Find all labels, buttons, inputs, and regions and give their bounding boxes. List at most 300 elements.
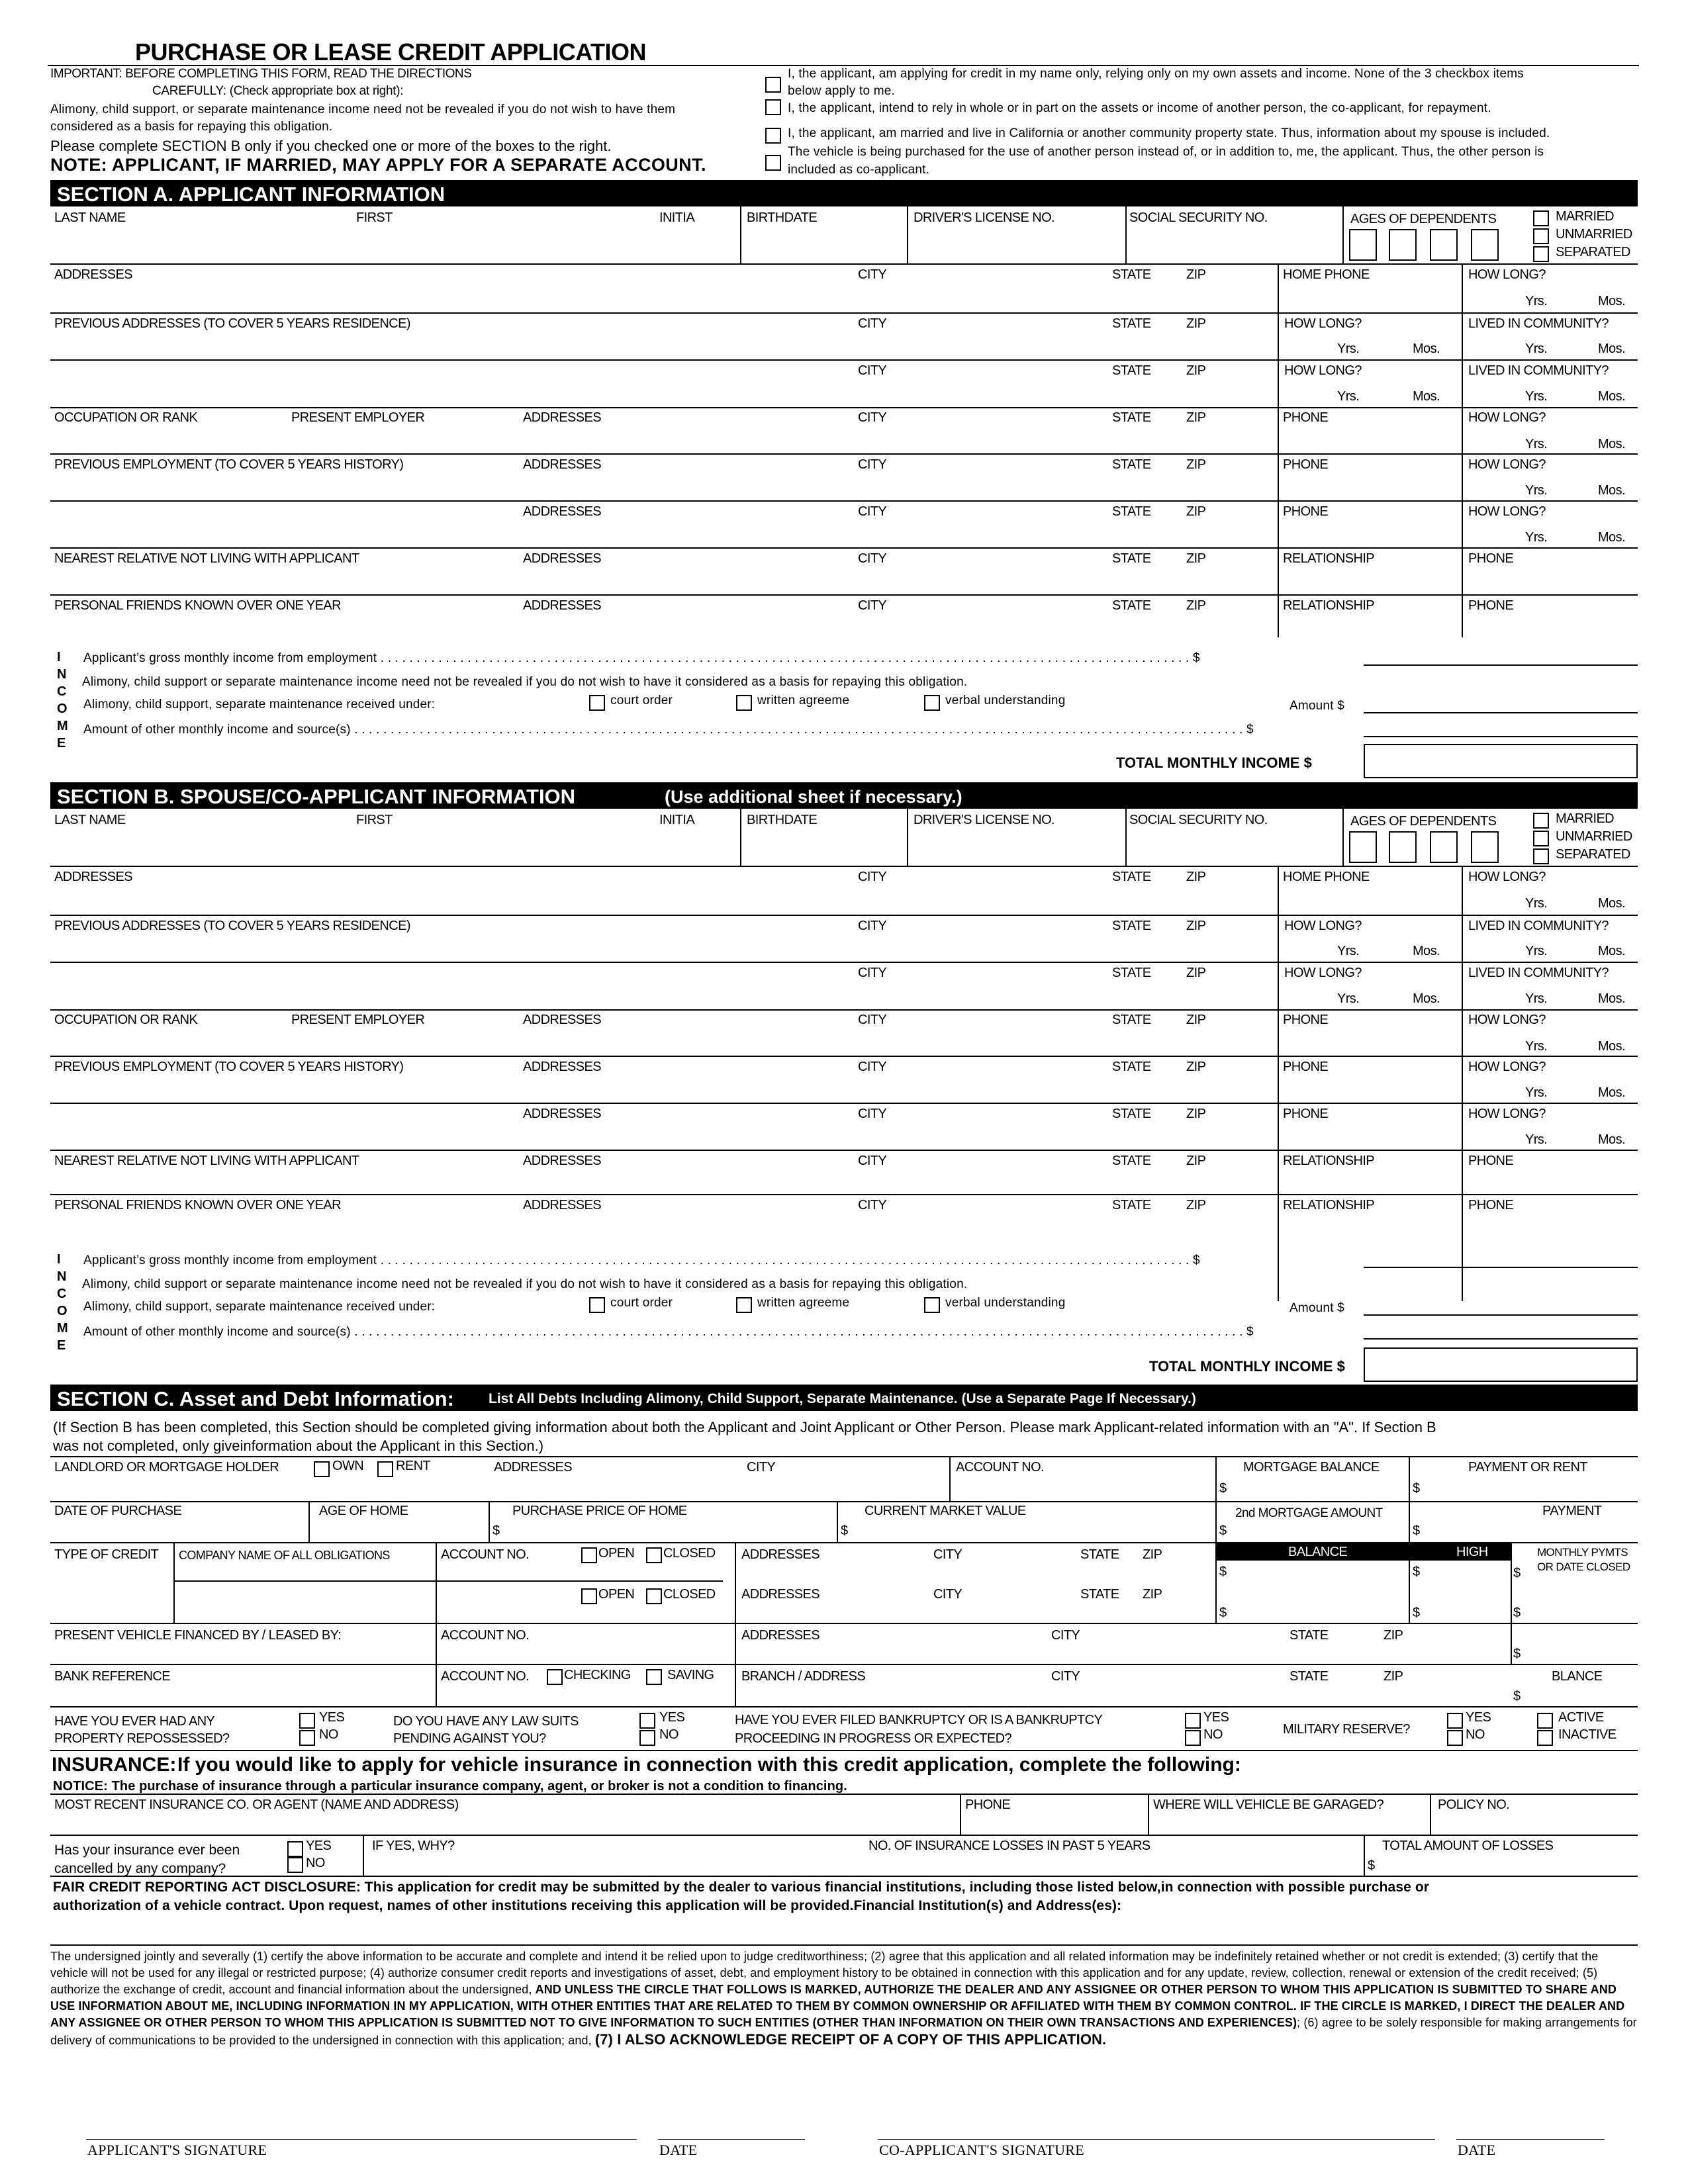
- c-lawsuits-no-label: NO: [659, 1727, 679, 1742]
- b-income-letter: O: [57, 1304, 67, 1318]
- a-employer-state-label: STATE: [1112, 410, 1151, 425]
- c-inactive-label: INACTIVE: [1558, 1727, 1617, 1742]
- b-relative-address-label: ADDRESSES: [523, 1154, 601, 1168]
- c-credit2-open-checkbox[interactable]: [581, 1588, 597, 1604]
- b-prev2-zip-label: ZIP: [1186, 966, 1206, 980]
- c-bank-state-label: STATE: [1289, 1669, 1329, 1684]
- a-separated-checkbox[interactable]: [1533, 246, 1549, 262]
- c-age-home-label: AGE OF HOME: [319, 1504, 408, 1518]
- c-repossessed-label-2: PROPERTY REPOSSESSED?: [54, 1731, 230, 1746]
- c-credit1-closed-checkbox[interactable]: [646, 1547, 662, 1563]
- c-lawsuits-yes-checkbox[interactable]: [639, 1713, 655, 1729]
- b-lived-yrs-label: Yrs.: [1525, 944, 1548, 958]
- b-prev-emp2-mos-label: Mos.: [1598, 1132, 1625, 1147]
- b-prev-emp-state-label: STATE: [1112, 1060, 1151, 1074]
- b-dependent-age-4[interactable]: [1471, 831, 1499, 863]
- b-drivers-license-label: DRIVER'S LICENSE NO.: [914, 813, 1055, 827]
- c-repossessed-no-label: NO: [319, 1727, 338, 1742]
- a-prev2-mos-label: Mos.: [1413, 389, 1440, 404]
- a-address-label: ADDRESSES: [54, 267, 132, 282]
- c-bank-balance-label: BLANCE: [1552, 1669, 1603, 1684]
- b-court-order-checkbox[interactable]: [589, 1297, 605, 1313]
- c-bank-city-label: CITY: [1051, 1669, 1080, 1684]
- a-prev2-yrs-label: Yrs.: [1337, 389, 1360, 404]
- c-payment-dollar: $: [1413, 1524, 1420, 1538]
- b-income-letter: C: [57, 1287, 66, 1301]
- b-prev-employment-label: PREVIOUS EMPLOYMENT (TO COVER 5 YEARS HISTORY): [54, 1060, 404, 1074]
- a-married-label: MARRIED: [1556, 209, 1615, 224]
- c-lawsuits-yes-label: YES: [659, 1710, 685, 1725]
- a-prev-yrs-label: Yrs.: [1337, 341, 1360, 356]
- c-checking-checkbox[interactable]: [547, 1669, 563, 1685]
- b-unmarried-checkbox[interactable]: [1533, 831, 1549, 846]
- b-amount-label: Amount $: [1289, 1301, 1344, 1315]
- c-market-value-dollar: $: [841, 1524, 848, 1538]
- c-monthly-pymts-label: MONTHLY PYMTS: [1537, 1546, 1628, 1559]
- a-prev-emp-city-label: CITY: [858, 457, 887, 472]
- applicant-date-label: DATE: [659, 2142, 698, 2158]
- c-vehicle-city-label: CITY: [1051, 1628, 1080, 1643]
- c-landlord-address-label: ADDRESSES: [494, 1460, 572, 1475]
- important-line-2: CAREFULLY: (Check appropriate box at right):: [152, 84, 404, 98]
- a-separated-label: SEPARATED: [1556, 245, 1630, 259]
- c-credit-account-label: ACCOUNT NO.: [441, 1547, 530, 1562]
- c-payment-rent-label: PAYMENT OR RENT: [1468, 1460, 1587, 1475]
- c-credit2-balance-dollar: $: [1219, 1606, 1227, 1620]
- b-employer-city-label: CITY: [858, 1013, 887, 1027]
- b-verbal-label: verbal understanding: [945, 1296, 1066, 1310]
- b-employer-phone-label: PHONE: [1283, 1013, 1329, 1027]
- a-income-letter: N: [57, 667, 66, 682]
- option-1-checkbox[interactable]: [765, 77, 781, 93]
- a-written-checkbox[interactable]: [736, 695, 752, 711]
- b-dependent-age-3[interactable]: [1430, 831, 1458, 863]
- c-rent-checkbox[interactable]: [377, 1461, 393, 1477]
- b-relative-zip-label: ZIP: [1186, 1154, 1206, 1168]
- c-branch-label: BRANCH / ADDRESS: [741, 1669, 866, 1684]
- insurance-cancelled-yes-label: YES: [306, 1839, 332, 1853]
- option-4-checkbox[interactable]: [765, 155, 781, 171]
- a-birthdate-label: BIRTHDATE: [747, 210, 818, 225]
- important-line-1: IMPORTANT: BEFORE COMPLETING THIS FORM, READ THE DIRECTIONS: [50, 67, 472, 81]
- a-lived-mos-label: Mos.: [1598, 341, 1625, 356]
- insurance-losses-label: NO. OF INSURANCE LOSSES IN PAST 5 YEARS: [868, 1839, 1150, 1853]
- a-friends-relationship-label: RELATIONSHIP: [1283, 598, 1375, 613]
- fair-credit-disclosure-2: authorization of a vehicle contract. Upon request, names of other institutions receiving this application will be provided.Financial Institution(s) and Address(es):: [53, 1898, 1122, 1913]
- a-unmarried-label: UNMARRIED: [1556, 227, 1632, 242]
- a-mos-label: Mos.: [1598, 294, 1625, 308]
- c-high-label: HIGH: [1456, 1545, 1488, 1559]
- a-income-letter: M: [57, 719, 68, 733]
- legal-text-1: The undersigned jointly and severally (1) certify the above information to be accurate and complete and intend it be relied upon to judge creditworthiness; (2) agree that this application and all related information may be indefinitely retained whether or not credit is extended; (3) certify that the vehicle will not be used for any illegal or restricted purpose; (4) authorize consumer credit reports and investigations of asset, debt, and employment history to be obtained in connection with this application and for any update, review, collection, renewal or extension of the credit received; (5) authorize the exchange of credit, account and financial information about the undersigned,: [50, 1950, 1599, 1996]
- section-a-title: SECTION A. APPLICANT INFORMATION: [57, 183, 445, 206]
- b-dependent-age-2[interactable]: [1389, 831, 1417, 863]
- a-prev-state-label: STATE: [1112, 316, 1151, 331]
- a-dependent-age-2[interactable]: [1389, 229, 1417, 261]
- a-home-phone-label: HOME PHONE: [1283, 267, 1370, 282]
- a-employer-how-long-label: HOW LONG?: [1468, 410, 1546, 425]
- b-prev-emp2-phone-label: PHONE: [1283, 1107, 1329, 1121]
- c-date-closed-label: OR DATE CLOSED: [1537, 1561, 1630, 1573]
- c-vehicle-zip-label: ZIP: [1383, 1628, 1403, 1643]
- option-4-text: The vehicle is being purchased for the use of another person instead of, or in addition to, me, the applicant. Thus, the other person is: [788, 145, 1544, 159]
- c-military-yes-label: YES: [1466, 1710, 1491, 1725]
- b-relative-phone-label: PHONE: [1468, 1154, 1514, 1168]
- a-friends-zip-label: ZIP: [1186, 598, 1206, 613]
- option-3-checkbox[interactable]: [765, 128, 781, 144]
- b-friends-state-label: STATE: [1112, 1198, 1151, 1212]
- b-total-income-field[interactable]: [1364, 1347, 1638, 1382]
- option-2-checkbox[interactable]: [765, 99, 781, 115]
- b-address-label: ADDRESSES: [54, 870, 132, 884]
- c-bankruptcy-no-label: NO: [1203, 1727, 1223, 1742]
- b-court-order-label: court order: [610, 1296, 673, 1310]
- b-written-checkbox[interactable]: [736, 1297, 752, 1313]
- c-credit1-balance-dollar: $: [1219, 1565, 1227, 1579]
- insurance-total-losses-label: TOTAL AMOUNT OF LOSSES: [1382, 1839, 1554, 1853]
- b-relative-city-label: CITY: [858, 1154, 887, 1168]
- a-verbal-checkbox[interactable]: [924, 695, 940, 711]
- b-prev-address-label: PREVIOUS ADDRESSES (TO COVER 5 YEARS RESIDENCE): [54, 919, 410, 933]
- c-credit1-high-dollar: $: [1413, 1565, 1420, 1579]
- c-intro-line-2: was not completed, only giveinformation about the Applicant in this Section.): [53, 1437, 544, 1454]
- a-prev-address-label: PREVIOUS ADDRESSES (TO COVER 5 YEARS RESIDENCE): [54, 316, 410, 331]
- c-inactive-checkbox[interactable]: [1537, 1730, 1553, 1746]
- a-prev-emp2-city-label: CITY: [858, 504, 887, 519]
- b-first-label: FIRST: [356, 813, 393, 827]
- b-employer-mos-label: Mos.: [1598, 1039, 1625, 1054]
- applicant-date-line[interactable]: [658, 2113, 805, 2139]
- a-gross-income-label: Applicant’s gross monthly income from employment . . . . . . . . . . . . . . . . . . . . . . . . . . . . . . . . . . . . . . . . . . . . . . . . . . . . . . . . . . . . . . . . . . . . . . . . . . . . . . . . . . . . . . . . . . . . . . . . . . . . . . . . . . . . . . . . $: [83, 651, 1200, 665]
- a-lived-yrs-label: Yrs.: [1525, 341, 1548, 356]
- a-other-income-label: Amount of other monthly income and source(s) . . . . . . . . . . . . . . . . . . . . . . . . . . . . . . . . . . . . . . . . . . . . . . . . . . . . . . . . . . . . . . . . . . . . . . . . . . . . . . . . . . . . . . . . . . . . . . . . . . . . . . . . . . . . . . . . . . . . . . . . . . . $: [83, 723, 1254, 737]
- a-income-letter: E: [57, 736, 66, 751]
- b-prev2-yrs-label: Yrs.: [1337, 991, 1360, 1006]
- b-ages-dependents-label: AGES OF DEPENDENTS: [1350, 814, 1497, 829]
- insurance-cancelled-no-checkbox[interactable]: [287, 1857, 303, 1873]
- b-prev-emp-address-label: ADDRESSES: [523, 1060, 601, 1074]
- c-credit1-zip-label: ZIP: [1143, 1547, 1162, 1562]
- b-prev-emp2-address-label: ADDRESSES: [523, 1107, 601, 1121]
- c-credit2-address-label: ADDRESSES: [741, 1587, 820, 1602]
- b-prev-zip-label: ZIP: [1186, 919, 1206, 933]
- b-married-checkbox[interactable]: [1533, 813, 1549, 829]
- c-saving-checkbox[interactable]: [646, 1669, 662, 1685]
- c-payment-label: PAYMENT: [1542, 1504, 1602, 1518]
- b-total-income-label: TOTAL MONTHLY INCOME $: [1149, 1358, 1345, 1375]
- b-prev-emp-phone-label: PHONE: [1283, 1060, 1329, 1074]
- legal-paragraph: [50, 1948, 1638, 2049]
- insurance-heading-text: If you would like to apply for vehicle insurance in connection with this credit application, complete the following:: [177, 1754, 1241, 1776]
- a-lived-in-label: LIVED IN COMMUNITY?: [1468, 316, 1609, 331]
- c-military-label: MILITARY RESERVE?: [1283, 1722, 1410, 1737]
- a-prev-emp2-yrs-label: Yrs.: [1525, 530, 1548, 545]
- b-verbal-checkbox[interactable]: [924, 1297, 940, 1313]
- a-relative-label: NEAREST RELATIVE NOT LIVING WITH APPLICANT: [54, 551, 359, 566]
- c-credit1-state-label: STATE: [1080, 1547, 1119, 1562]
- a-prev-emp2-address-label: ADDRESSES: [523, 504, 601, 519]
- b-prev2-city-label: CITY: [858, 966, 887, 980]
- c-checking-label: CHECKING: [564, 1668, 631, 1682]
- a-prev-emp-state-label: STATE: [1112, 457, 1151, 472]
- b-received-under-label: Alimony, child support, separate maintenance received under:: [83, 1300, 436, 1314]
- c-date-purchase-label: DATE OF PURCHASE: [54, 1504, 182, 1518]
- a-prev-emp2-how-long-label: HOW LONG?: [1468, 504, 1546, 519]
- a-employer-label: PRESENT EMPLOYER: [291, 410, 425, 425]
- a-ages-dependents-label: AGES OF DEPENDENTS: [1350, 212, 1497, 226]
- section-b-subtitle: (Use additional sheet if necessary.): [665, 787, 962, 807]
- a-zip-label: ZIP: [1186, 267, 1206, 282]
- c-repossessed-no-checkbox[interactable]: [299, 1730, 315, 1746]
- b-friends-label: PERSONAL FRIENDS KNOWN OVER ONE YEAR: [54, 1198, 341, 1212]
- a-prev2-how-long-label: HOW LONG?: [1284, 363, 1362, 378]
- co-applicant-signature-label: CO-APPLICANT'S SIGNATURE: [879, 2142, 1085, 2158]
- b-employer-label: PRESENT EMPLOYER: [291, 1013, 425, 1027]
- a-state-label: STATE: [1112, 267, 1151, 282]
- a-prev-city-label: CITY: [858, 316, 887, 331]
- b-other-income-label: Amount of other monthly income and source(s) . . . . . . . . . . . . . . . . . . . . . . . . . . . . . . . . . . . . . . . . . . . . . . . . . . . . . . . . . . . . . . . . . . . . . . . . . . . . . . . . . . . . . . . . . . . . . . . . . . . . . . . . . . . . . . . . . . . . . . . . . . . $: [83, 1325, 1254, 1339]
- co-applicant-date-line[interactable]: [1456, 2113, 1605, 2139]
- b-alimony-line: Alimony, child support or separate maintenance income need not be revealed if you do not wish to have it considered as a basis for repaying this obligation.: [82, 1277, 968, 1291]
- insurance-cancelled-label-1: Has your insurance ever been: [54, 1843, 240, 1858]
- insurance-cancelled-yes-checkbox[interactable]: [287, 1841, 303, 1857]
- b-employer-how-long-label: HOW LONG?: [1468, 1013, 1546, 1027]
- c-own-label: OWN: [332, 1459, 364, 1473]
- c-purchase-price-dollar: $: [492, 1524, 500, 1538]
- b-state-label: STATE: [1112, 870, 1151, 884]
- b-relative-label: NEAREST RELATIVE NOT LIVING WITH APPLICANT: [54, 1154, 359, 1168]
- c-credit1-address-label: ADDRESSES: [741, 1547, 820, 1562]
- section-c-grid: [0, 1411, 1688, 1762]
- c-bankruptcy-yes-checkbox[interactable]: [1185, 1713, 1201, 1729]
- c-credit2-closed-label: CLOSED: [663, 1587, 716, 1602]
- c-landlord-label: LANDLORD OR MORTGAGE HOLDER: [54, 1460, 279, 1475]
- b-friends-zip-label: ZIP: [1186, 1198, 1206, 1212]
- c-credit1-open-label: OPEN: [598, 1546, 635, 1561]
- b-prev-emp-yrs-label: Yrs.: [1525, 1085, 1548, 1100]
- c-military-no-checkbox[interactable]: [1447, 1730, 1463, 1746]
- b-mos-label: Mos.: [1598, 896, 1625, 911]
- c-credit2-city-label: CITY: [933, 1587, 962, 1602]
- applicant-signature-line[interactable]: [86, 2113, 637, 2139]
- option-4-text-cont: included as co-applicant.: [788, 163, 930, 177]
- c-active-label: ACTIVE: [1558, 1710, 1604, 1725]
- c-credit1-closed-label: CLOSED: [663, 1546, 716, 1561]
- b-dependent-age-1[interactable]: [1349, 831, 1377, 863]
- insurance-cancelled-label-2: cancelled by any company?: [54, 1861, 226, 1876]
- a-relative-state-label: STATE: [1112, 551, 1151, 566]
- c-bank-ref-label: BANK REFERENCE: [54, 1669, 170, 1684]
- insurance-cancelled-no-label: NO: [306, 1856, 325, 1870]
- b-prev-yrs-label: Yrs.: [1337, 944, 1360, 958]
- b-initial-label: INITIA: [659, 813, 695, 827]
- insurance-if-yes-label: IF YES, WHY?: [372, 1839, 455, 1853]
- a-court-order-checkbox[interactable]: [589, 695, 605, 711]
- b-prev-emp2-how-long-label: HOW LONG?: [1468, 1107, 1546, 1121]
- a-verbal-label: verbal understanding: [945, 694, 1066, 707]
- a-prev-emp2-zip-label: ZIP: [1186, 504, 1206, 519]
- a-prev-emp2-phone-label: PHONE: [1283, 504, 1329, 519]
- c-second-mortgage-dollar: $: [1219, 1524, 1227, 1538]
- b-prev-emp-mos-label: Mos.: [1598, 1085, 1625, 1100]
- c-repossessed-yes-label: YES: [319, 1710, 345, 1725]
- a-unmarried-checkbox[interactable]: [1533, 228, 1549, 244]
- c-credit1-open-checkbox[interactable]: [581, 1547, 597, 1563]
- c-bankruptcy-yes-label: YES: [1203, 1710, 1229, 1725]
- applicant-signature-label: APPLICANT'S SIGNATURE: [87, 2142, 267, 2158]
- b-employer-zip-label: ZIP: [1186, 1013, 1206, 1027]
- c-balance-label: BALANCE: [1288, 1545, 1348, 1559]
- a-employer-phone-label: PHONE: [1283, 410, 1329, 425]
- b-last-name-label: LAST NAME: [54, 813, 126, 827]
- c-vehicle-state-label: STATE: [1289, 1628, 1329, 1643]
- c-type-credit-label: TYPE OF CREDIT: [54, 1547, 159, 1562]
- a-income-letter: I: [57, 650, 60, 664]
- b-income-letter: I: [57, 1252, 60, 1267]
- c-landlord-account-label: ACCOUNT NO.: [956, 1460, 1045, 1475]
- a-lived-in2-label: LIVED IN COMMUNITY?: [1468, 363, 1609, 378]
- c-credit2-closed-checkbox[interactable]: [646, 1588, 662, 1604]
- c-vehicle-dollar: $: [1513, 1647, 1521, 1661]
- c-lawsuits-label-1: DO YOU HAVE ANY LAW SUITS: [393, 1714, 579, 1729]
- b-friends-phone-label: PHONE: [1468, 1198, 1514, 1212]
- c-own-checkbox[interactable]: [314, 1461, 330, 1477]
- b-separated-label: SEPARATED: [1556, 847, 1630, 862]
- c-military-yes-checkbox[interactable]: [1447, 1713, 1463, 1729]
- legal-text-2: ; (6) agree to be solely responsible for making arrangements for delivery of communications to be provided to the undersigned in connection with this application; and,: [50, 2016, 1637, 2047]
- co-applicant-signature-line[interactable]: [878, 2113, 1435, 2139]
- a-employer-address-label: ADDRESSES: [523, 410, 601, 425]
- b-prev-emp2-city-label: CITY: [858, 1107, 887, 1121]
- b-married-label: MARRIED: [1556, 811, 1615, 826]
- a-prev2-zip-label: ZIP: [1186, 363, 1206, 378]
- c-second-mortgage-label: 2nd MORTGAGE AMOUNT: [1235, 1506, 1383, 1520]
- b-prev-state-label: STATE: [1112, 919, 1151, 933]
- b-lived2-yrs-label: Yrs.: [1525, 991, 1548, 1006]
- b-written-label: written agreeme: [757, 1296, 850, 1310]
- insurance-recent-label: MOST RECENT INSURANCE CO. OR AGENT (NAME AND ADDRESS): [54, 1797, 459, 1812]
- section-c-subtitle: List All Debts Including Alimony, Child Support, Separate Maintenance. (Use a Separate Page If Necessary.): [489, 1391, 1196, 1406]
- a-married-checkbox[interactable]: [1533, 210, 1549, 226]
- c-payment-rent-dollar: $: [1413, 1481, 1420, 1496]
- a-how-long-label: HOW LONG?: [1468, 267, 1546, 282]
- a-prev-emp-zip-label: ZIP: [1186, 457, 1206, 472]
- a-dependent-age-3[interactable]: [1430, 229, 1458, 261]
- c-bankruptcy-no-checkbox[interactable]: [1185, 1730, 1201, 1746]
- a-prev-mos-label: Mos.: [1413, 341, 1440, 356]
- insurance-heading-label: INSURANCE:: [52, 1754, 177, 1776]
- c-intro-line-1: (If Section B has been completed, this Section should be completed giving information about both the Applicant and Joint Applicant or Other Person. Please mark Applicant-related information with an "A". If Section B: [53, 1419, 1436, 1435]
- a-total-income-field[interactable]: [1364, 744, 1638, 778]
- insurance-notice: NOTICE: The purchase of insurance through a particular insurance company, agent, or broker is not a condition to financing.: [53, 1779, 847, 1794]
- c-lawsuits-no-checkbox[interactable]: [639, 1730, 655, 1746]
- fair-credit-disclosure-1: FAIR CREDIT REPORTING ACT DISCLOSURE: This application for credit may be submitted by the dealer to various financial institutions, including those listed below,in connection with possible purchase or: [53, 1880, 1430, 1895]
- c-company-name-label: COMPANY NAME OF ALL OBLIGATIONS: [179, 1549, 390, 1562]
- c-credit2-zip-label: ZIP: [1143, 1587, 1162, 1602]
- a-court-order-label: court order: [610, 694, 673, 707]
- legal-text-bold-2: (7) I ALSO ACKNOWLEDGE RECEIPT OF A COPY OF THIS APPLICATION.: [594, 2031, 1107, 2048]
- option-3-text: I, the applicant, am married and live in California or another community property state. Thus, information about my spouse is included.: [788, 126, 1550, 140]
- a-friends-phone-label: PHONE: [1468, 598, 1514, 613]
- section-b-title: SECTION B. SPOUSE/CO-APPLICANT INFORMATION: [57, 785, 576, 808]
- insurance-total-losses-dollar: $: [1368, 1858, 1375, 1873]
- option-1-text-cont: below apply to me.: [788, 84, 896, 98]
- c-market-value-label: CURRENT MARKET VALUE: [865, 1504, 1026, 1518]
- section-c-title: SECTION C. Asset and Debt Information:: [57, 1387, 454, 1410]
- b-friends-address-label: ADDRESSES: [523, 1198, 601, 1212]
- b-prev-city-label: CITY: [858, 919, 887, 933]
- insurance-phone-label: PHONE: [965, 1797, 1011, 1812]
- a-dependent-age-4[interactable]: [1471, 229, 1499, 261]
- c-landlord-city-label: CITY: [747, 1460, 776, 1475]
- a-prev2-state-label: STATE: [1112, 363, 1151, 378]
- c-bank-account-label: ACCOUNT NO.: [441, 1669, 530, 1684]
- option-1-text: I, the applicant, am applying for credit in my name only, relying only on my own assets and income. None of the 3 checkbox items: [788, 67, 1524, 81]
- section-b-grid: [0, 809, 1688, 1385]
- b-income-letter: E: [57, 1338, 66, 1353]
- a-friends-address-label: ADDRESSES: [523, 598, 601, 613]
- c-bankruptcy-label-1: HAVE YOU EVER FILED BANKRUPTCY OR IS A BANKRUPTCY: [735, 1713, 1103, 1727]
- option-2-text: I, the applicant, intend to rely in whole or in part on the assets or income of another person, the co-applicant, for repayment.: [788, 101, 1491, 115]
- a-prev-zip-label: ZIP: [1186, 316, 1206, 331]
- b-zip-label: ZIP: [1186, 870, 1206, 884]
- c-vehicle-label: PRESENT VEHICLE FINANCED BY / LEASED BY:: [54, 1628, 342, 1643]
- b-home-phone-label: HOME PHONE: [1283, 870, 1370, 884]
- b-lived2-mos-label: Mos.: [1598, 991, 1625, 1006]
- c-credit1-monthly-dollar: $: [1513, 1566, 1521, 1580]
- alimony-note-1: Alimony, child support, or separate maintenance income need not be revealed if you do not wish to have them: [50, 103, 676, 116]
- b-ssn-label: SOCIAL SECURITY NO.: [1129, 813, 1268, 827]
- b-separated-checkbox[interactable]: [1533, 848, 1549, 864]
- c-repossessed-yes-checkbox[interactable]: [299, 1713, 315, 1729]
- b-prev2-how-long-label: HOW LONG?: [1284, 966, 1362, 980]
- b-prev-mos-label: Mos.: [1413, 944, 1440, 958]
- c-mortgage-balance-label: MORTGAGE BALANCE: [1243, 1460, 1380, 1475]
- a-initial-label: INITIA: [659, 210, 695, 225]
- a-income-letter: O: [57, 702, 67, 716]
- c-credit2-monthly-dollar: $: [1513, 1606, 1521, 1620]
- a-relative-address-label: ADDRESSES: [523, 551, 601, 566]
- c-saving-label: SAVING: [667, 1668, 714, 1682]
- a-friends-city-label: CITY: [858, 598, 887, 613]
- a-last-name-label: LAST NAME: [54, 210, 126, 225]
- a-first-label: FIRST: [356, 210, 393, 225]
- b-relative-state-label: STATE: [1112, 1154, 1151, 1168]
- insurance-policy-label: POLICY NO.: [1438, 1797, 1510, 1812]
- separate-account-note: NOTE: APPLICANT, IF MARRIED, MAY APPLY FOR A SEPARATE ACCOUNT.: [50, 155, 706, 175]
- c-purchase-price-label: PURCHASE PRICE OF HOME: [512, 1504, 687, 1518]
- a-yrs-label: Yrs.: [1525, 294, 1548, 308]
- complete-section-b-note: Please complete SECTION B only if you checked one or more of the boxes to the right.: [50, 138, 612, 154]
- insurance-section: [0, 1750, 1688, 1915]
- b-prev-emp-city-label: CITY: [858, 1060, 887, 1074]
- c-bank-zip-label: ZIP: [1383, 1669, 1403, 1684]
- c-credit1-city-label: CITY: [933, 1547, 962, 1562]
- c-active-checkbox[interactable]: [1537, 1713, 1553, 1729]
- b-city-label: CITY: [858, 870, 887, 884]
- b-unmarried-label: UNMARRIED: [1556, 829, 1632, 844]
- a-relative-relationship-label: RELATIONSHIP: [1283, 551, 1375, 566]
- b-prev-emp-how-long-label: HOW LONG?: [1468, 1060, 1546, 1074]
- a-prev-emp-phone-label: PHONE: [1283, 457, 1329, 472]
- a-lived2-yrs-label: Yrs.: [1525, 389, 1548, 404]
- a-dependent-age-1[interactable]: [1349, 229, 1377, 261]
- a-written-label: written agreeme: [757, 694, 850, 707]
- c-bankruptcy-label-2: PROCEEDING IN PROGRESS OR EXPECTED?: [735, 1731, 1011, 1746]
- a-relative-phone-label: PHONE: [1468, 551, 1514, 566]
- a-received-under-label: Alimony, child support, separate maintenance received under:: [83, 698, 436, 711]
- a-amount-label: Amount $: [1289, 699, 1344, 713]
